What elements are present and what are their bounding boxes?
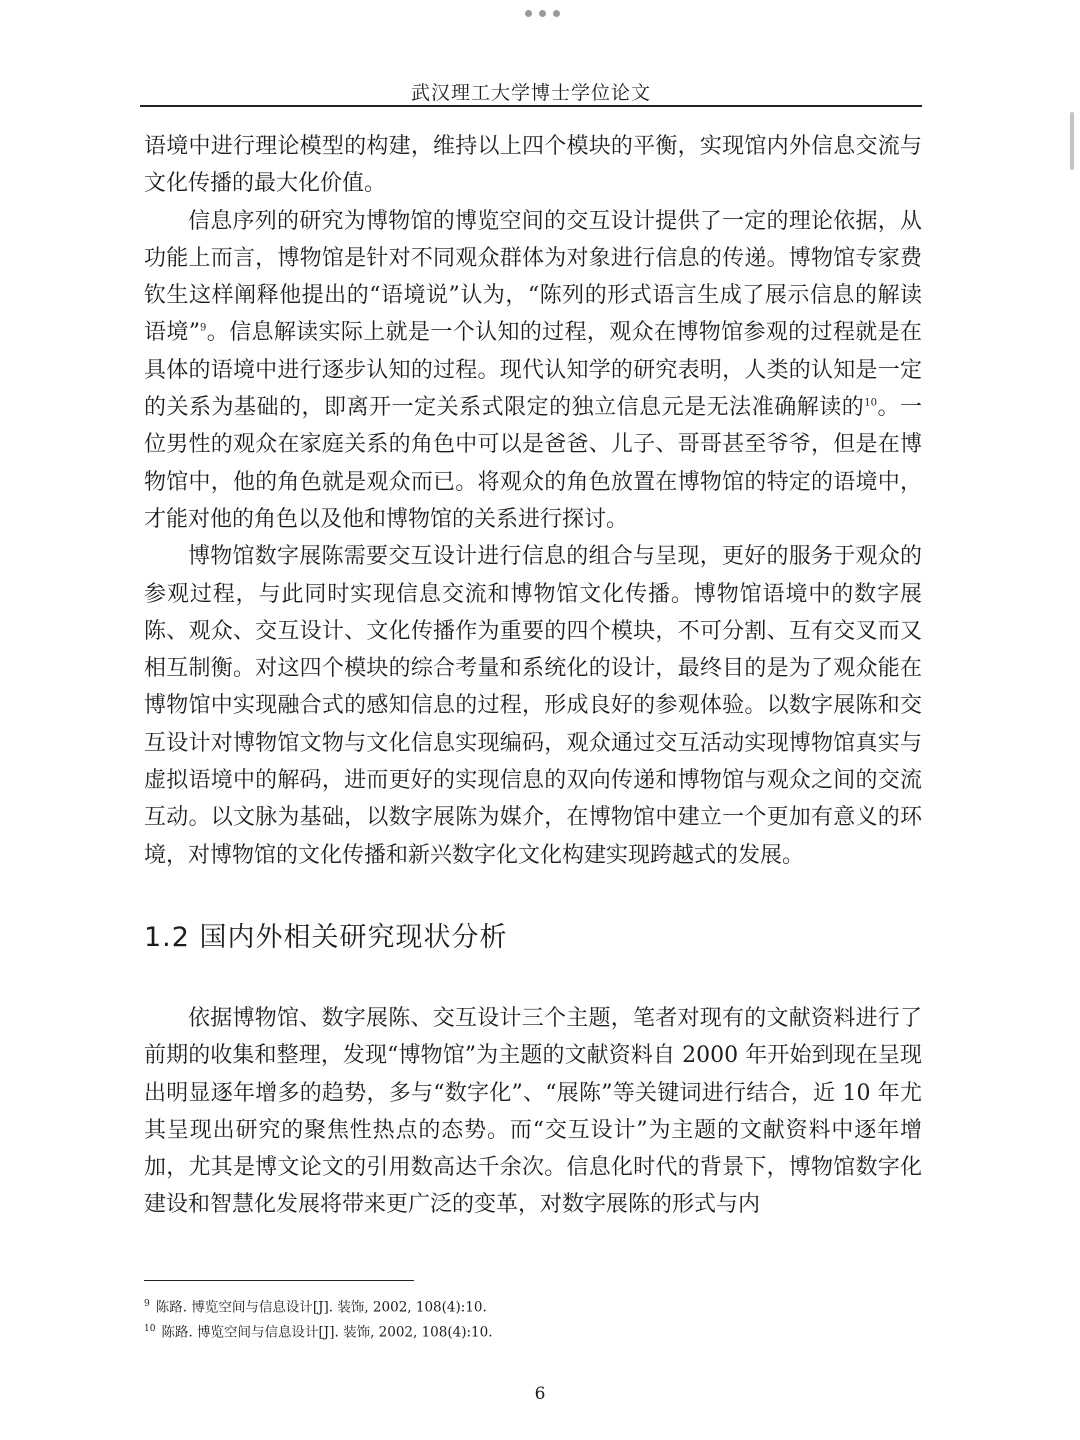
dot <box>525 10 532 17</box>
paragraph-2 <box>144 203 922 539</box>
footnote-item <box>144 1294 922 1319</box>
footnote-item <box>144 1319 922 1344</box>
section-heading: 1.2 国内外相关研究现状分析 <box>144 921 508 953</box>
footnote-rule <box>144 1280 414 1281</box>
footnotes <box>144 1294 922 1343</box>
footnote-number: 10 <box>144 1323 156 1334</box>
dot <box>539 10 546 17</box>
running-header: 武汉理工大学博士学位论文 <box>410 82 651 104</box>
paragraph-2-text-c: 。一位男性的观众在家庭关系的角色中可以是爸爸、儿子、哥哥甚至爷爷，但是在博物馆中，他的角色就是观众而已。将观众的角色放置在博物馆的特定的语境中，才能对他的角色以及他和博物馆的关系进行探讨。 <box>144 395 922 532</box>
page-body <box>144 128 922 1224</box>
dot <box>553 10 560 17</box>
header-rule <box>140 105 922 107</box>
footnote-number: 9 <box>144 1299 150 1309</box>
paragraph-4: 依据博物馆、数字展陈、交互设计三个主题，笔者对现有的文献资料进行了前期的收集和整理，发现“博物馆”为主题的文献资料自 2000 年开始到现在呈现出明显逐年增多的趋势，多与“数字化”、“展陈”等关键词进行结合，近 10 年尤其呈现出研究的聚焦性热点的态势。而“交互设计”为主题的文献资料中逐年增加，尤其是博文论文的引用数高达千余次。信息化时代的背景下，博物馆数字化建设和智慧化发展将带来更广泛的变革，对数字展陈的形式与内 <box>144 1005 922 1218</box>
paragraph-1: 语境中进行理论模型的构建，维持以上四个模块的平衡，实现馆内外信息交流与文化传播的最大化价值。 <box>144 134 922 197</box>
more-options-icon[interactable] <box>513 7 573 19</box>
footnote-text: 陈路. 博览空间与信息设计[J]. 装饰, 2002, 108(4):10. <box>161 1324 493 1340</box>
paragraph-2-text-b: 。信息解读实际上就是一个认知的过程，观众在博物馆参观的过程就是在具体的语境中进行逐步认知的过程。现代认知学的研究表明，人类的认知是一定的关系为基础的，即离开一定关系式限定的独立信息元是无法准确解读的 <box>144 320 922 421</box>
paragraph-3: 博物馆数字展陈需要交互设计进行信息的组合与呈现，更好的服务于观众的参观过程，与此同时实现信息交流和博物馆文化传播。博物馆语境中的数字展陈、观众、交互设计、文化传播作为重要的四个模块，不可分割、互有交叉而又相互制衡。对这四个模块的综合考量和系统化的设计，最终目的是为了观众能在博物馆中实现融合式的感知信息的过程，形成良好的参观体验。以数字展陈和交互设计对博物馆文物与文化信息实现编码，观众通过交互活动实现博物馆真实与虚拟语境中的解码，进而更好的实现信息的双向传递和博物馆与观众之间的交流互动。以文脉为基础，以数字展陈为媒介，在博物馆中建立一个更加有意义的环境，对博物馆的文化传播和新兴数字化文化构建实现跨越式的发展。 <box>144 544 922 868</box>
page-number: 6 <box>534 1384 546 1404</box>
scrollbar[interactable] <box>1070 112 1074 170</box>
footnote-text: 陈路. 博览空间与信息设计[J]. 装饰, 2002, 108(4):10. <box>155 1299 487 1316</box>
paragraph-2-text-a: 信息序列的研究为博物馆的博览空间的交互设计提供了一定的理论依据，从功能上而言，博物馆是针对不同观众群体为对象进行信息的传递。博物馆专家费钦生这样阐释他提出的“语境说”认为，“陈列的形式语言生成了展示信息的解读语境” <box>144 208 922 346</box>
footnote-ref-9[interactable]: 9 <box>199 323 207 335</box>
footnote-ref-10[interactable]: 10 <box>864 397 877 409</box>
